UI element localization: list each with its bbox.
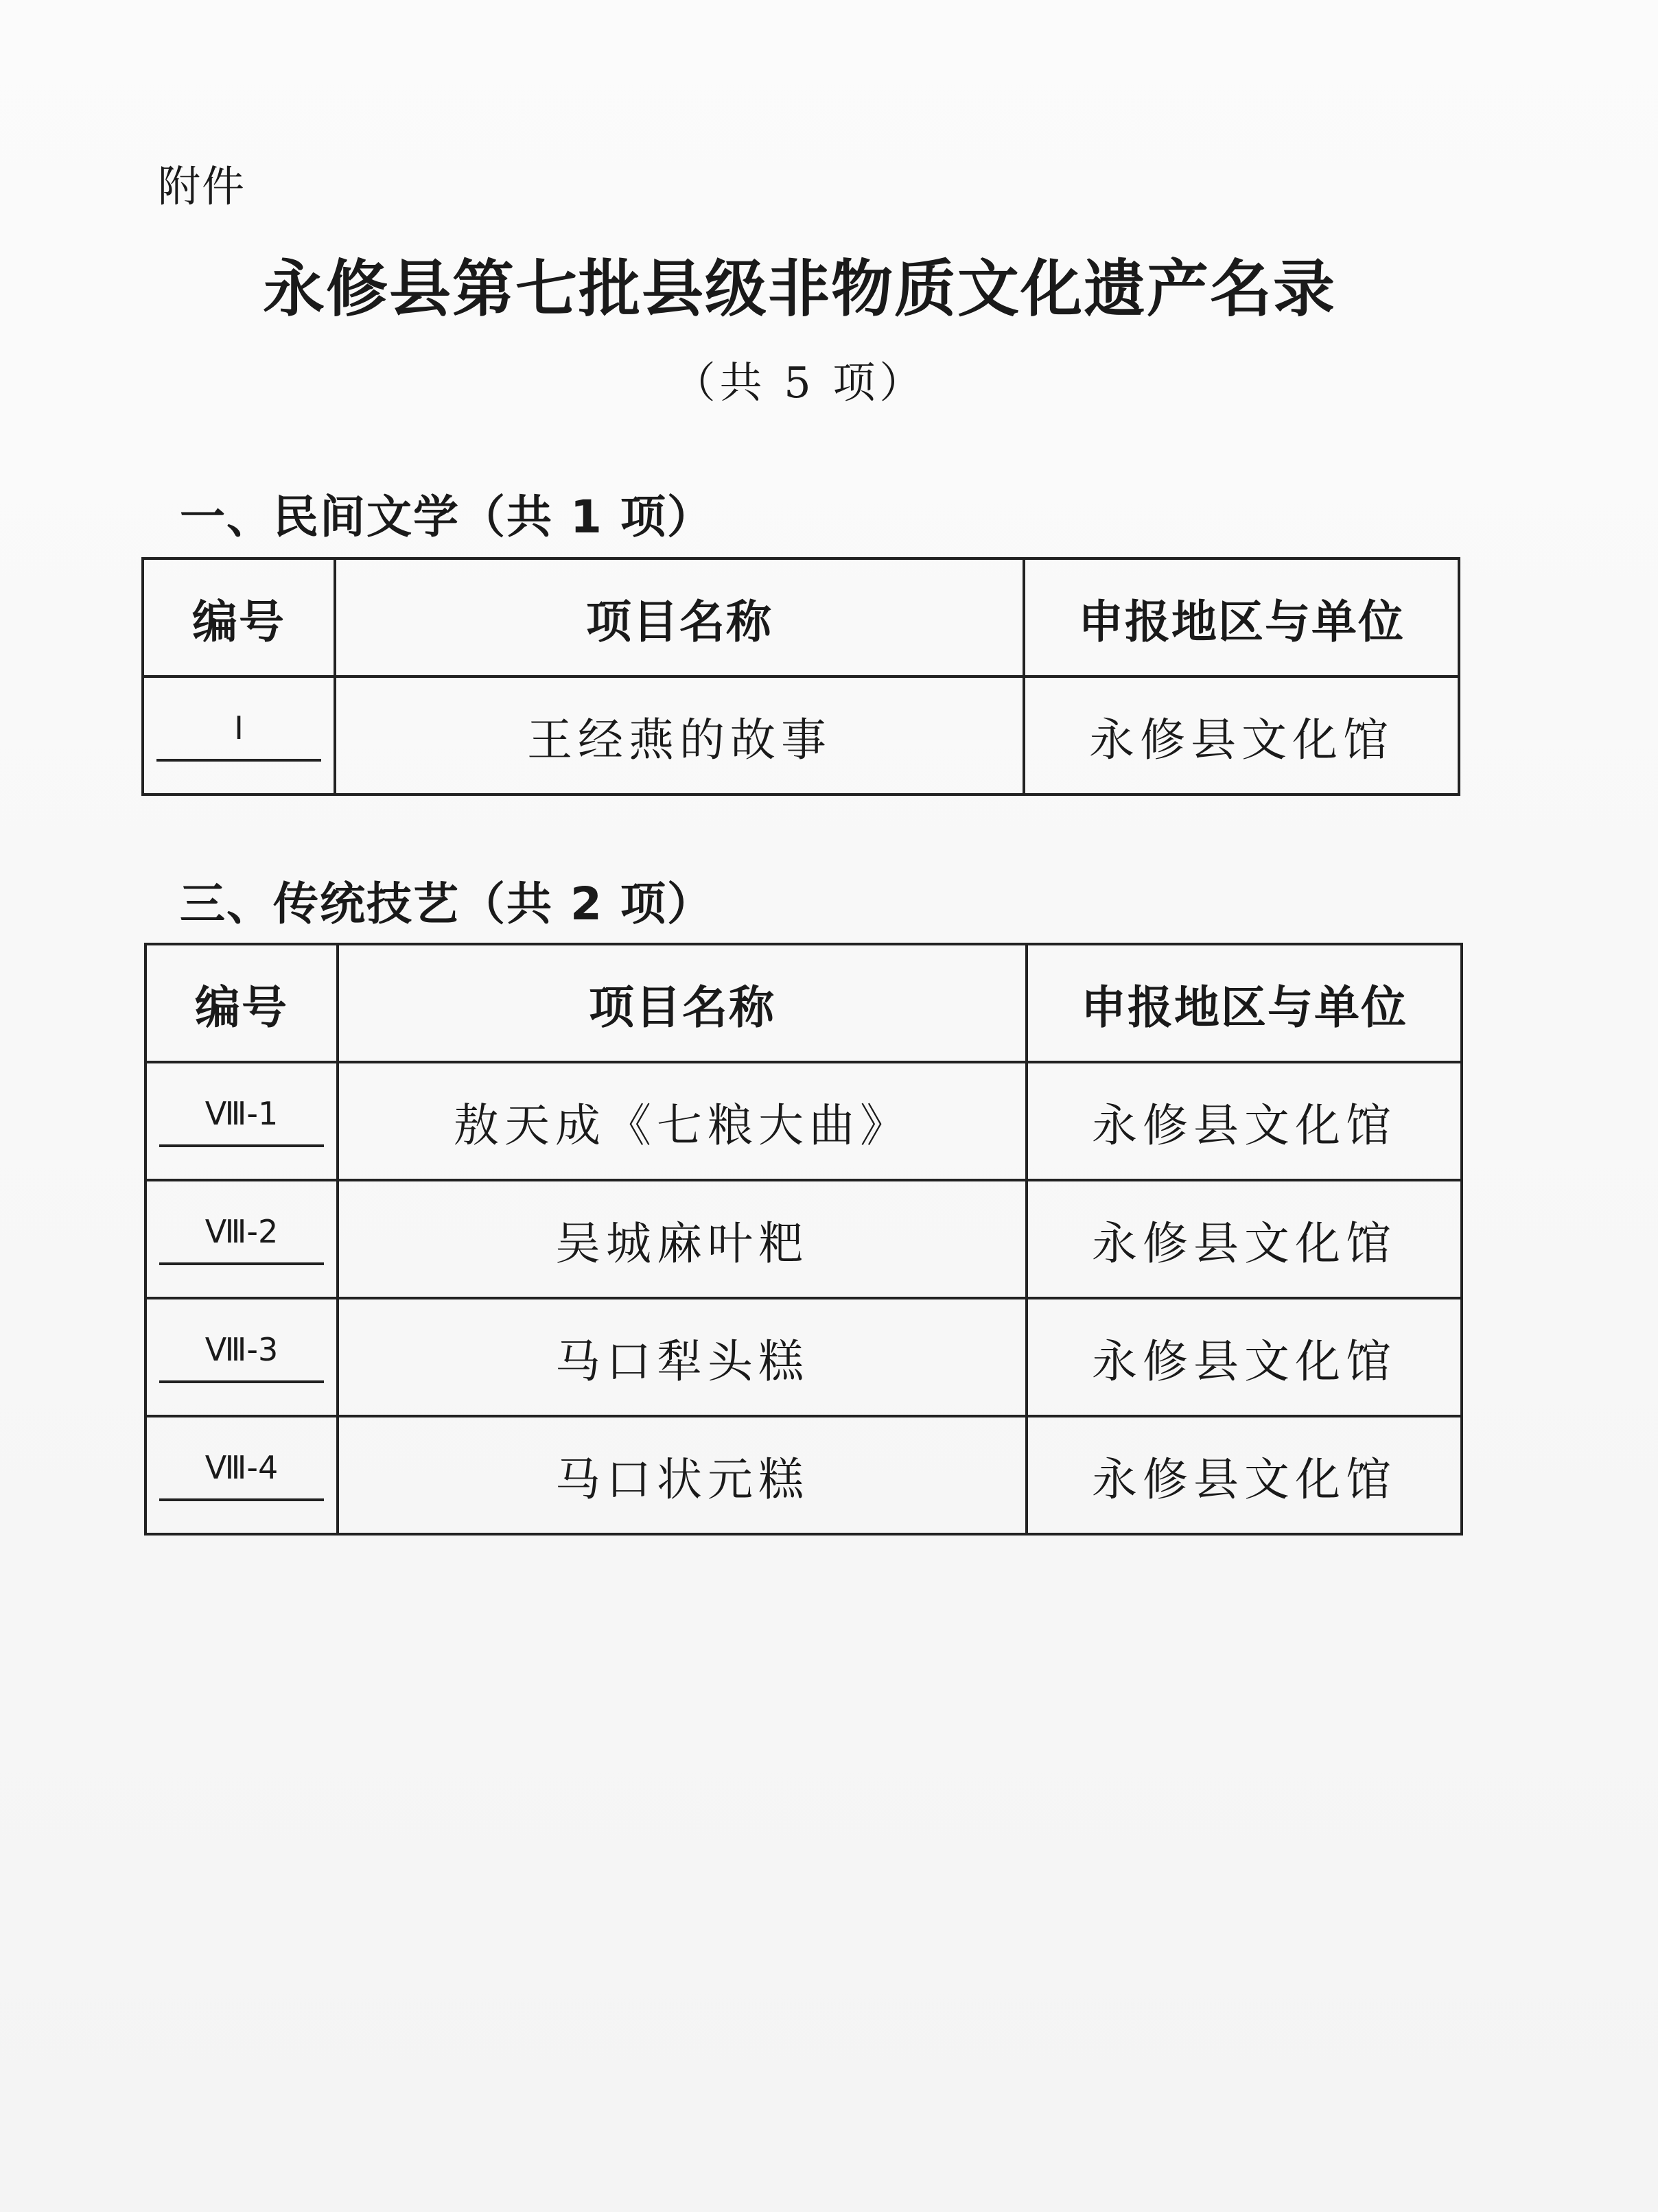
header-project-name: 项目名称	[335, 558, 1024, 676]
table-header-row	[145, 944, 1462, 1062]
header-project-name: 项目名称	[338, 944, 1027, 1062]
row-project-name: 马口状元糕	[338, 1416, 1027, 1534]
row-number-cell	[145, 1062, 338, 1180]
section-heading-traditional-crafts: 三、传统技艺（共 2 项）	[180, 878, 714, 930]
row-number: Ⅷ-2	[159, 1213, 324, 1265]
table-header-row	[143, 558, 1459, 676]
row-number: Ⅷ-4	[159, 1449, 324, 1501]
table-row	[145, 1298, 1462, 1416]
row-number: Ⅷ-1	[159, 1095, 324, 1147]
header-declaring-unit: 申报地区与单位	[1024, 558, 1459, 676]
row-number: I	[156, 709, 321, 762]
table-row	[145, 1062, 1462, 1180]
row-declaring-unit: 永修县文化馆	[1027, 1062, 1462, 1180]
table-row	[145, 1416, 1462, 1534]
row-project-name: 马口犁头糕	[338, 1298, 1027, 1416]
row-number-cell	[145, 1416, 338, 1534]
table-row	[143, 676, 1459, 795]
row-declaring-unit: 永修县文化馆	[1024, 676, 1459, 795]
folk-literature-table	[141, 557, 1460, 796]
section-heading-folk-literature: 一、民间文学（共 1 项）	[180, 491, 714, 543]
document-subtitle: （共 5 项）	[673, 357, 926, 408]
table-row	[145, 1180, 1462, 1298]
row-number-cell	[143, 676, 335, 795]
attachment-label: 附件	[158, 161, 246, 211]
row-declaring-unit: 永修县文化馆	[1027, 1298, 1462, 1416]
header-number: 编号	[145, 944, 338, 1062]
row-number-cell	[145, 1298, 338, 1416]
header-number: 编号	[143, 558, 335, 676]
traditional-crafts-table	[144, 943, 1463, 1536]
row-declaring-unit: 永修县文化馆	[1027, 1416, 1462, 1534]
row-number-cell	[145, 1180, 338, 1298]
header-declaring-unit: 申报地区与单位	[1027, 944, 1462, 1062]
row-declaring-unit: 永修县文化馆	[1027, 1180, 1462, 1298]
document-title: 永修县第七批县级非物质文化遗产名录	[263, 252, 1336, 325]
row-project-name: 王经燕的故事	[335, 676, 1024, 795]
row-project-name: 敖天成《七粮大曲》	[338, 1062, 1027, 1180]
row-project-name: 吴城麻叶粑	[338, 1180, 1027, 1298]
row-number: Ⅷ-3	[159, 1331, 324, 1383]
